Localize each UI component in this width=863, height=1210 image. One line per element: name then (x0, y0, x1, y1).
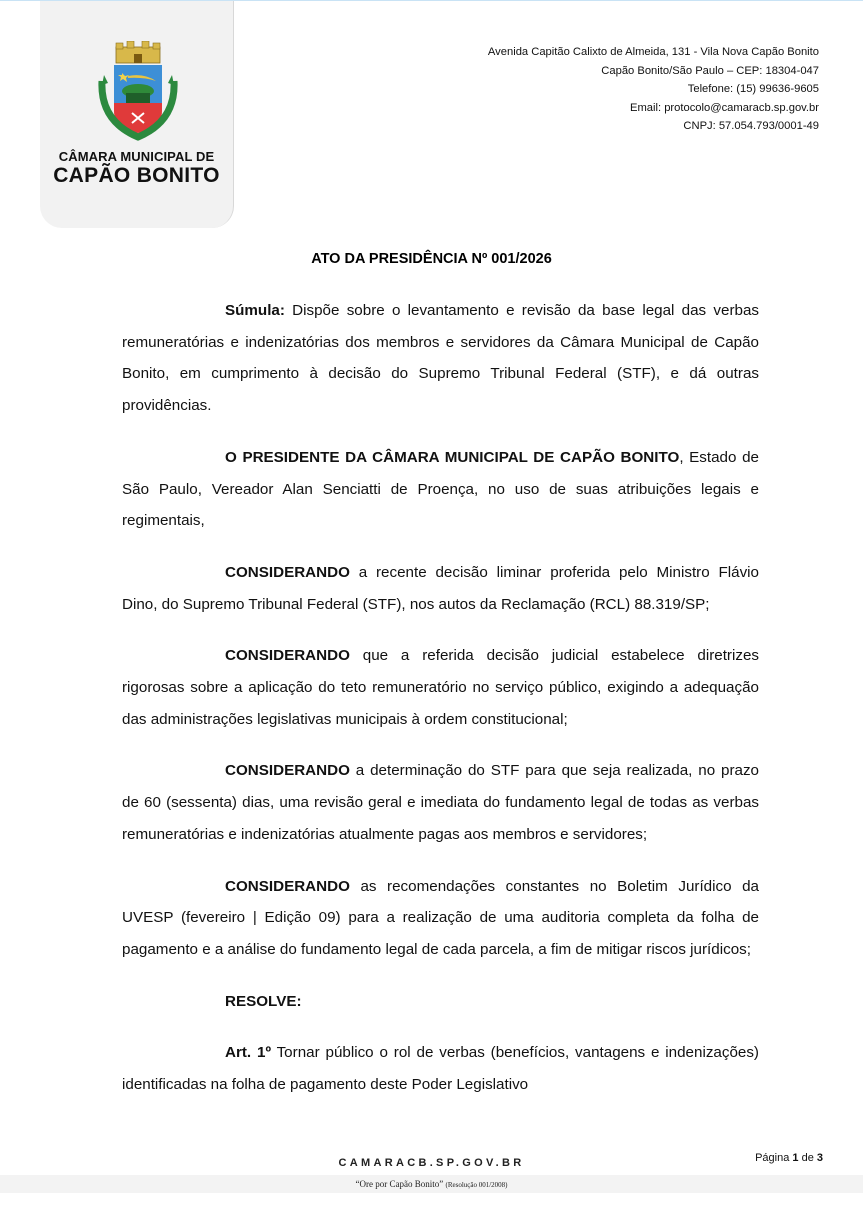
paragraph-text: as recomendações constantes no Boletim Jurídico da UVESP (fevereiro | Edição 09) para a realização de uma auditoria completa da folha de pagamento e a análise do fundamento legal de cada parcela, a fim de mitigar riscos jurídicos; (122, 877, 759, 958)
preamble-paragraph (122, 442, 759, 537)
considering-paragraph (122, 755, 759, 850)
footer-motto-reference: (Resolução 001/2008) (445, 1181, 508, 1189)
contact-block (488, 43, 819, 136)
paragraph-text: que a referida decisão judicial estabelece diretrizes rigorosas sobre a aplicação do teto remuneratório no serviço público, exigindo a adequação das administrações legislativas municipais à ordem constitucional; (122, 647, 759, 728)
considering-paragraph (122, 640, 759, 735)
footer-motto: “Ore por Capão Bonito” (355, 1179, 444, 1189)
contact-cnpj: CNPJ: 57.054.793/0001-49 (683, 120, 819, 132)
paragraph-lead: O PRESIDENTE DA CÂMARA MUNICIPAL DE CAPÃO BONITO (225, 448, 680, 466)
logo-panel (40, 1, 234, 228)
contact-city: Capão Bonito/São Paulo – CEP: 18304-047 (601, 64, 819, 77)
paragraph-lead: RESOLVE: (225, 992, 302, 1010)
logo-text-line1: CÂMARA MUNICIPAL DE (58, 149, 215, 164)
paragraph-text: , Estado de São Paulo, Vereador Alan Senciatti de Proença, no uso de suas atribuições legais e regimentais, (122, 448, 759, 530)
paragraph-text: a recente decisão liminar proferida pelo Ministro Flávio Dino, do Supremo Tribunal Federal (STF), nos autos da Reclamação (RCL) 88.319/SP; (122, 563, 759, 613)
paragraph-text: Tornar público o rol de verbas (benefícios, vantagens e indenizações) identificadas na folha de pagamento deste Poder Legislativo (122, 1044, 759, 1094)
document-body (122, 295, 759, 1101)
page-current: 1 (792, 1152, 799, 1164)
paragraph-text: a determinação do STF para que seja realizada, no prazo de 60 (sessenta) dias, uma revisão geral e imediata do fundamento legal de todas as verbas remuneratórias e indenizatórias atualmente pagas aos membros e servidores; (122, 762, 759, 843)
coat-of-arms-icon (92, 41, 184, 141)
page-separator: de (798, 1152, 817, 1164)
considering-paragraph (122, 871, 759, 966)
logo-text-line2: CAPÃO BONITO (53, 164, 220, 187)
paragraph-lead: CONSIDERANDO (225, 877, 350, 895)
paragraph-lead: Súmula: (225, 302, 285, 319)
document-title: ATO DA PRESIDÊNCIA Nº 001/2026 (311, 251, 552, 267)
footer-motto-band (0, 1175, 863, 1193)
contact-email: Email: protocolo@camaracb.sp.gov.br (630, 101, 819, 114)
summary-paragraph (122, 295, 759, 422)
considering-paragraph (122, 557, 759, 620)
paragraph-lead: Art. 1º (225, 1044, 272, 1062)
paragraph-lead: CONSIDERANDO (225, 762, 350, 780)
paragraph-lead: CONSIDERANDO (225, 647, 350, 665)
footer-website: CAMARACB.SP.GOV.BR (338, 1157, 525, 1169)
contact-address: Avenida Capitão Calixto de Almeida, 131 - Vila Nova Capão Bonito (487, 46, 819, 58)
contact-phone: Telefone: (15) 99636-9605 (687, 83, 819, 95)
article-paragraph (122, 1037, 759, 1100)
page-prefix: Página (755, 1152, 793, 1164)
paragraph-text: Dispõe sobre o levantamento e revisão da base legal das verbas remuneratórias e indenizatórias dos membros e servidores da Câmara Municipal de Capão Bonito, em cumprimento à decisão do Supremo Tribunal Federal (STF), e dá outras providências. (122, 302, 759, 415)
paragraph-lead: CONSIDERANDO (225, 563, 350, 581)
page-total: 3 (816, 1152, 823, 1164)
page-number (755, 1152, 823, 1164)
resolve-heading (122, 986, 759, 1018)
